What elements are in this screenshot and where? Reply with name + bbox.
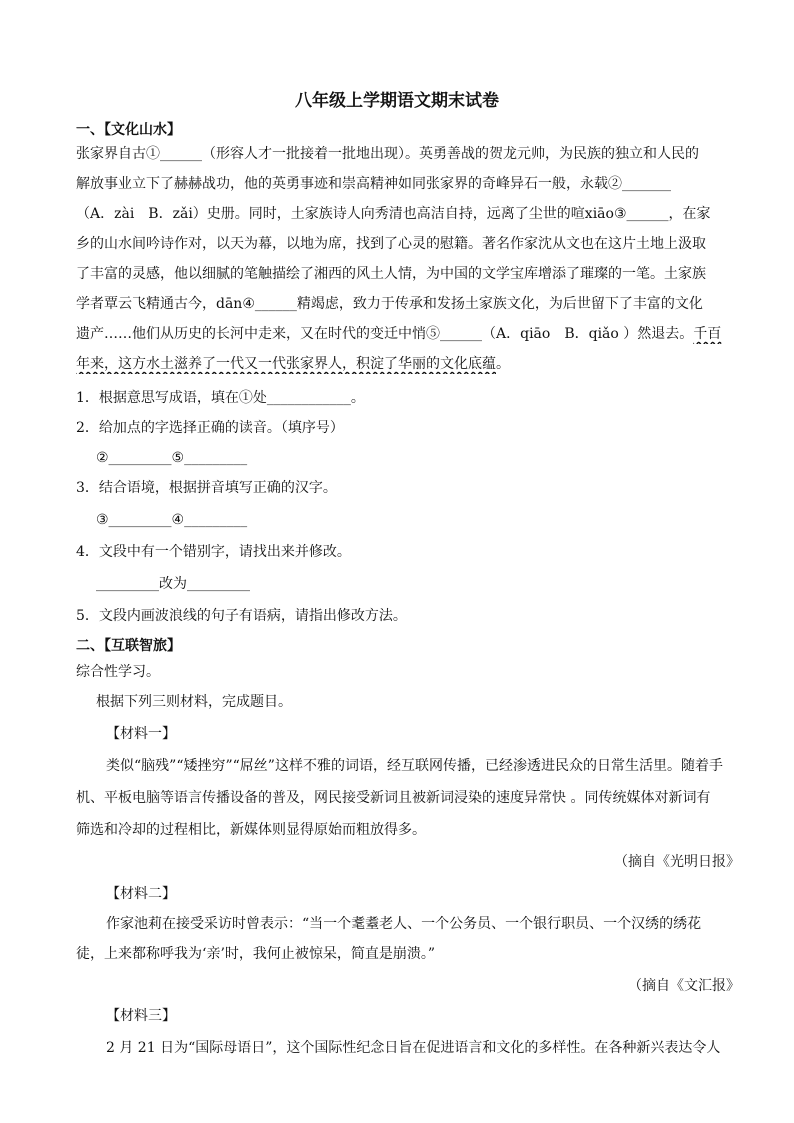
material-3-line: 2 月 21 日为“国际母语日”，这个国际性纪念日旨在促进语言和文化的多样性。在各种新兴表达令人 — [106, 1040, 721, 1056]
material-1-line: 机、平板电脑等语言传播设备的普及，网民接受新词且被新词浸染的速度异常快 。同传统媒体对新词有 — [76, 790, 711, 806]
passage-text: 遗产……他们从历史的长河中走来，又在时代的变迁中悄⑤______（A．qiāo B．qiǎo ）然退去。 — [76, 326, 694, 342]
passage-line: 学者覃云飞精通古今，dān④______精竭虑，致力于传承和发扬土家族文化，为后世留下了丰富的文化 — [76, 296, 703, 312]
passage-line — [76, 324, 748, 344]
passage-line: 解放事业立下了赫赫战功，他的英勇事迹和崇高精神如同张家界的奇峰异石一般，永载②_______ — [76, 176, 671, 192]
passage-end: 。 — [496, 356, 510, 372]
passage-line: 张家界自古①______（形容人才一批接着一批地出现）。英勇善战的贺龙元帅，为民族的独立和人民的 — [76, 146, 699, 162]
section2-instruction: 根据下列三则材料，完成题目。 — [96, 694, 292, 710]
material-2-line: 徒，上来都称呼我为‘亲’时，我何止被惊呆，简直是崩溃。” — [76, 946, 436, 962]
answer-blank-2-5: ②_________⑤_________ — [96, 450, 248, 466]
section2-intro: 综合性学习。 — [76, 664, 160, 680]
answer-blank-3-4: ③_________④_________ — [96, 512, 248, 528]
material-1-source: （摘自《光明日报》 — [614, 854, 740, 870]
passage-line: 乡的山水间吟诗作对，以天为幕，以地为席，找到了心灵的慰籍。著名作家沈从文也在这片土地上汲取 — [76, 236, 706, 252]
material-2-source: （摘自《文汇报》 — [628, 978, 740, 994]
question-4: 4．文段中有一个错别字，请找出来并修改。 — [76, 544, 351, 560]
section2-heading: 二、【互联智旅】 — [76, 638, 181, 654]
question-3: 3．结合语境，根据拼音填写正确的汉字。 — [76, 480, 337, 496]
passage-line — [76, 354, 748, 374]
material-1-line: 类似“脑残”“矮挫穷”“屌丝”这样不雅的词语，经互联网传播，已经渗透进民众的日常生活里。随着手 — [106, 758, 723, 774]
material-2-title: 【材料二】 — [106, 886, 176, 902]
wavy-sentence-start: 千百 — [693, 326, 722, 342]
section1-heading: 一、【文化山水】 — [76, 122, 181, 138]
material-1-line: 筛选和冷却的过程相比，新媒体则显得原始而粗放得多。 — [76, 822, 426, 838]
question-5: 5．文段内画波浪线的句子有语病，请指出修改方法。 — [76, 608, 407, 624]
question-2: 2．给加点的字选择正确的读音。（填序号） — [76, 420, 344, 436]
passage-line: （A．zài B．zǎi）史册。同时，土家族诗人向秀清也高洁自持，远离了尘世的喧xiāo③______，在家 — [76, 206, 711, 222]
material-1-title: 【材料一】 — [106, 726, 176, 742]
passage-line: 了丰富的灵感，他以细腻的笔触描绘了湘西的风土人情，为中国的文学宝库增添了璀璨的一笔。土家族 — [76, 266, 706, 282]
answer-blank-4: _________改为_________ — [96, 576, 250, 592]
material-2-line: 作家池莉在接受采访时曾表示：“当一个耄耋老人、一个公务员、一个银行职员、一个汉绣的绣花 — [106, 916, 702, 932]
material-3-title: 【材料三】 — [106, 1008, 176, 1024]
wavy-sentence: 年来，这方水土滋养了一代又一代张家界人，积淀了华丽的文化底蕴 — [76, 356, 496, 372]
question-1: 1．根据意思写成语，填在①处____________。 — [76, 390, 365, 406]
page-title: 八年级上学期语文期末试卷 — [295, 91, 499, 111]
